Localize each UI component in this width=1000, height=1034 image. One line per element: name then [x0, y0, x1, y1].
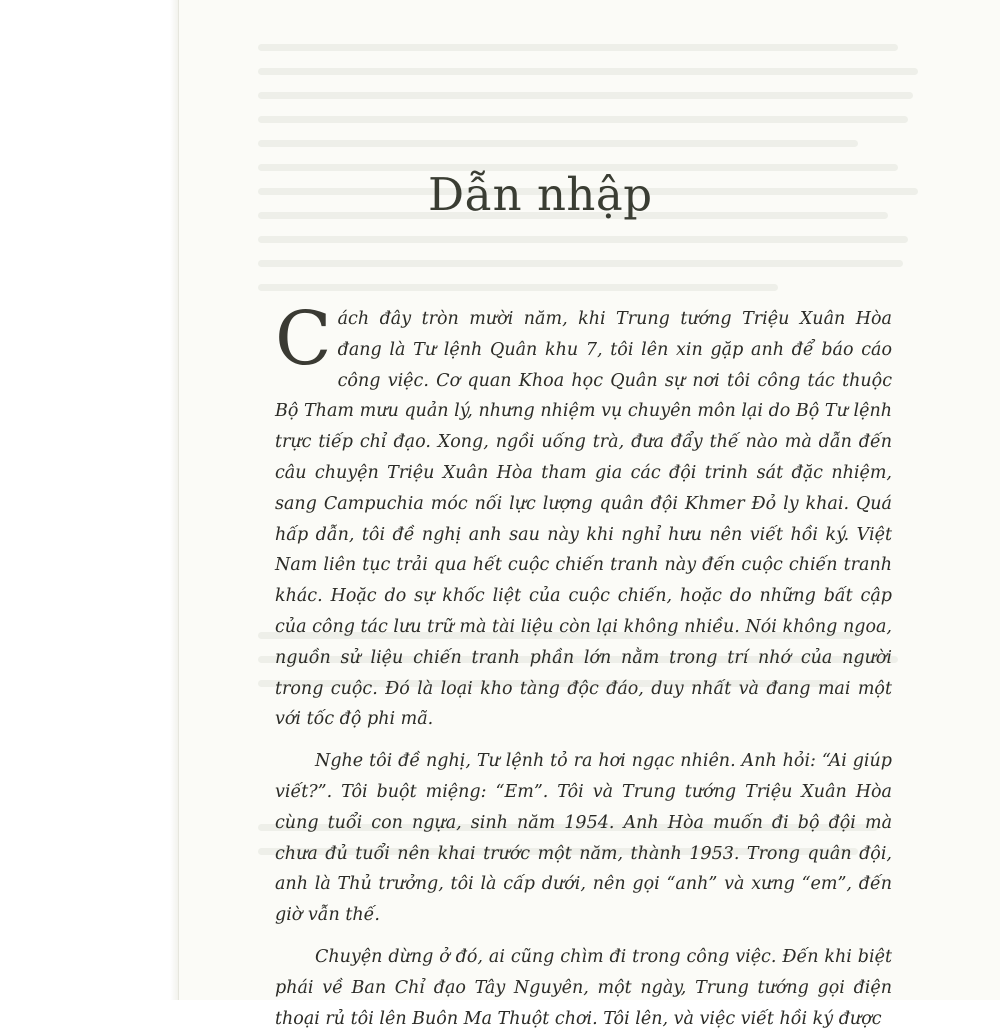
paragraph-3: Chuyện dừng ở đó, ai cũng chìm đi trong công việc. Đến khi biệt phái về Ban Chỉ đạo Tây Nguyên, một ngày, Trung tướng gọi điện thoại rủ tôi lên Buôn Ma Thuột chơi. Tôi lên, và việc viết hồi ký được — [275, 946, 892, 1029]
paragraph-1-text: ách đây tròn mười năm, khi Trung tướng Triệu Xuân Hòa đang là Tư lệnh Quân khu 7, tôi lên xin gặp anh để báo cáo công việc. Cơ quan Khoa học Quân sự nơi tôi công tác thuộc Bộ Tham mưu quản lý, nhưng nhiệm vụ chuyên môn lại do Bộ Tư lệnh trực tiếp chỉ đạo. Xong, ngồi uống trà, đưa đẩy thế nào mà dẫn đến câu chuyện Triệu Xuân Hòa tham gia các đội trinh sát đặc nhiệm, sang Campuchia móc nối lực lượng quân đội Khmer Đỏ ly khai. Quá hấp dẫn, tôi đề nghị anh sau này khi nghỉ hưu nên viết hồi ký. Việt Nam liên tục trải qua hết cuộc chiến tranh này đến cuộc chiến tranh khác. Hoặc do sự khốc liệt của cuộc chiến, hoặc do những bất cập của công tác lưu trữ mà tài liệu còn lại không nhiều. Nói không ngoa, nguồn sử liệu chiến tranh phần lớn nằm trong trí nhớ của người trong cuộc. Đó là loại kho tàng độc đáo, duy nhất và đang mai một với tốc độ phi mã. — [275, 309, 892, 730]
book-page — [178, 0, 1000, 1029]
chapter-title: Dẫn nhập — [428, 168, 653, 221]
paragraph-2: Nghe tôi đề nghị, Tư lệnh tỏ ra hơi ngạc nhiên. Anh hỏi: “Ai giúp viết?”. Tôi buột miệng: “Em”. Tôi và Trung tướng Triệu Xuân Hòa cùng tuổi con ngựa, sinh năm 1954. Anh Hòa muốn đi bộ đội mà chưa đủ tuổi nên khai trước một năm, thành 1953. Trong quân đội, anh là Thủ trưởng, tôi là cấp dưới, nên gọi “anh” và xưng “em”, đến giờ vẫn thế. — [275, 751, 892, 926]
paragraph-1 — [275, 296, 892, 735]
drop-cap: C — [275, 296, 332, 382]
chapter-body — [275, 296, 892, 1034]
